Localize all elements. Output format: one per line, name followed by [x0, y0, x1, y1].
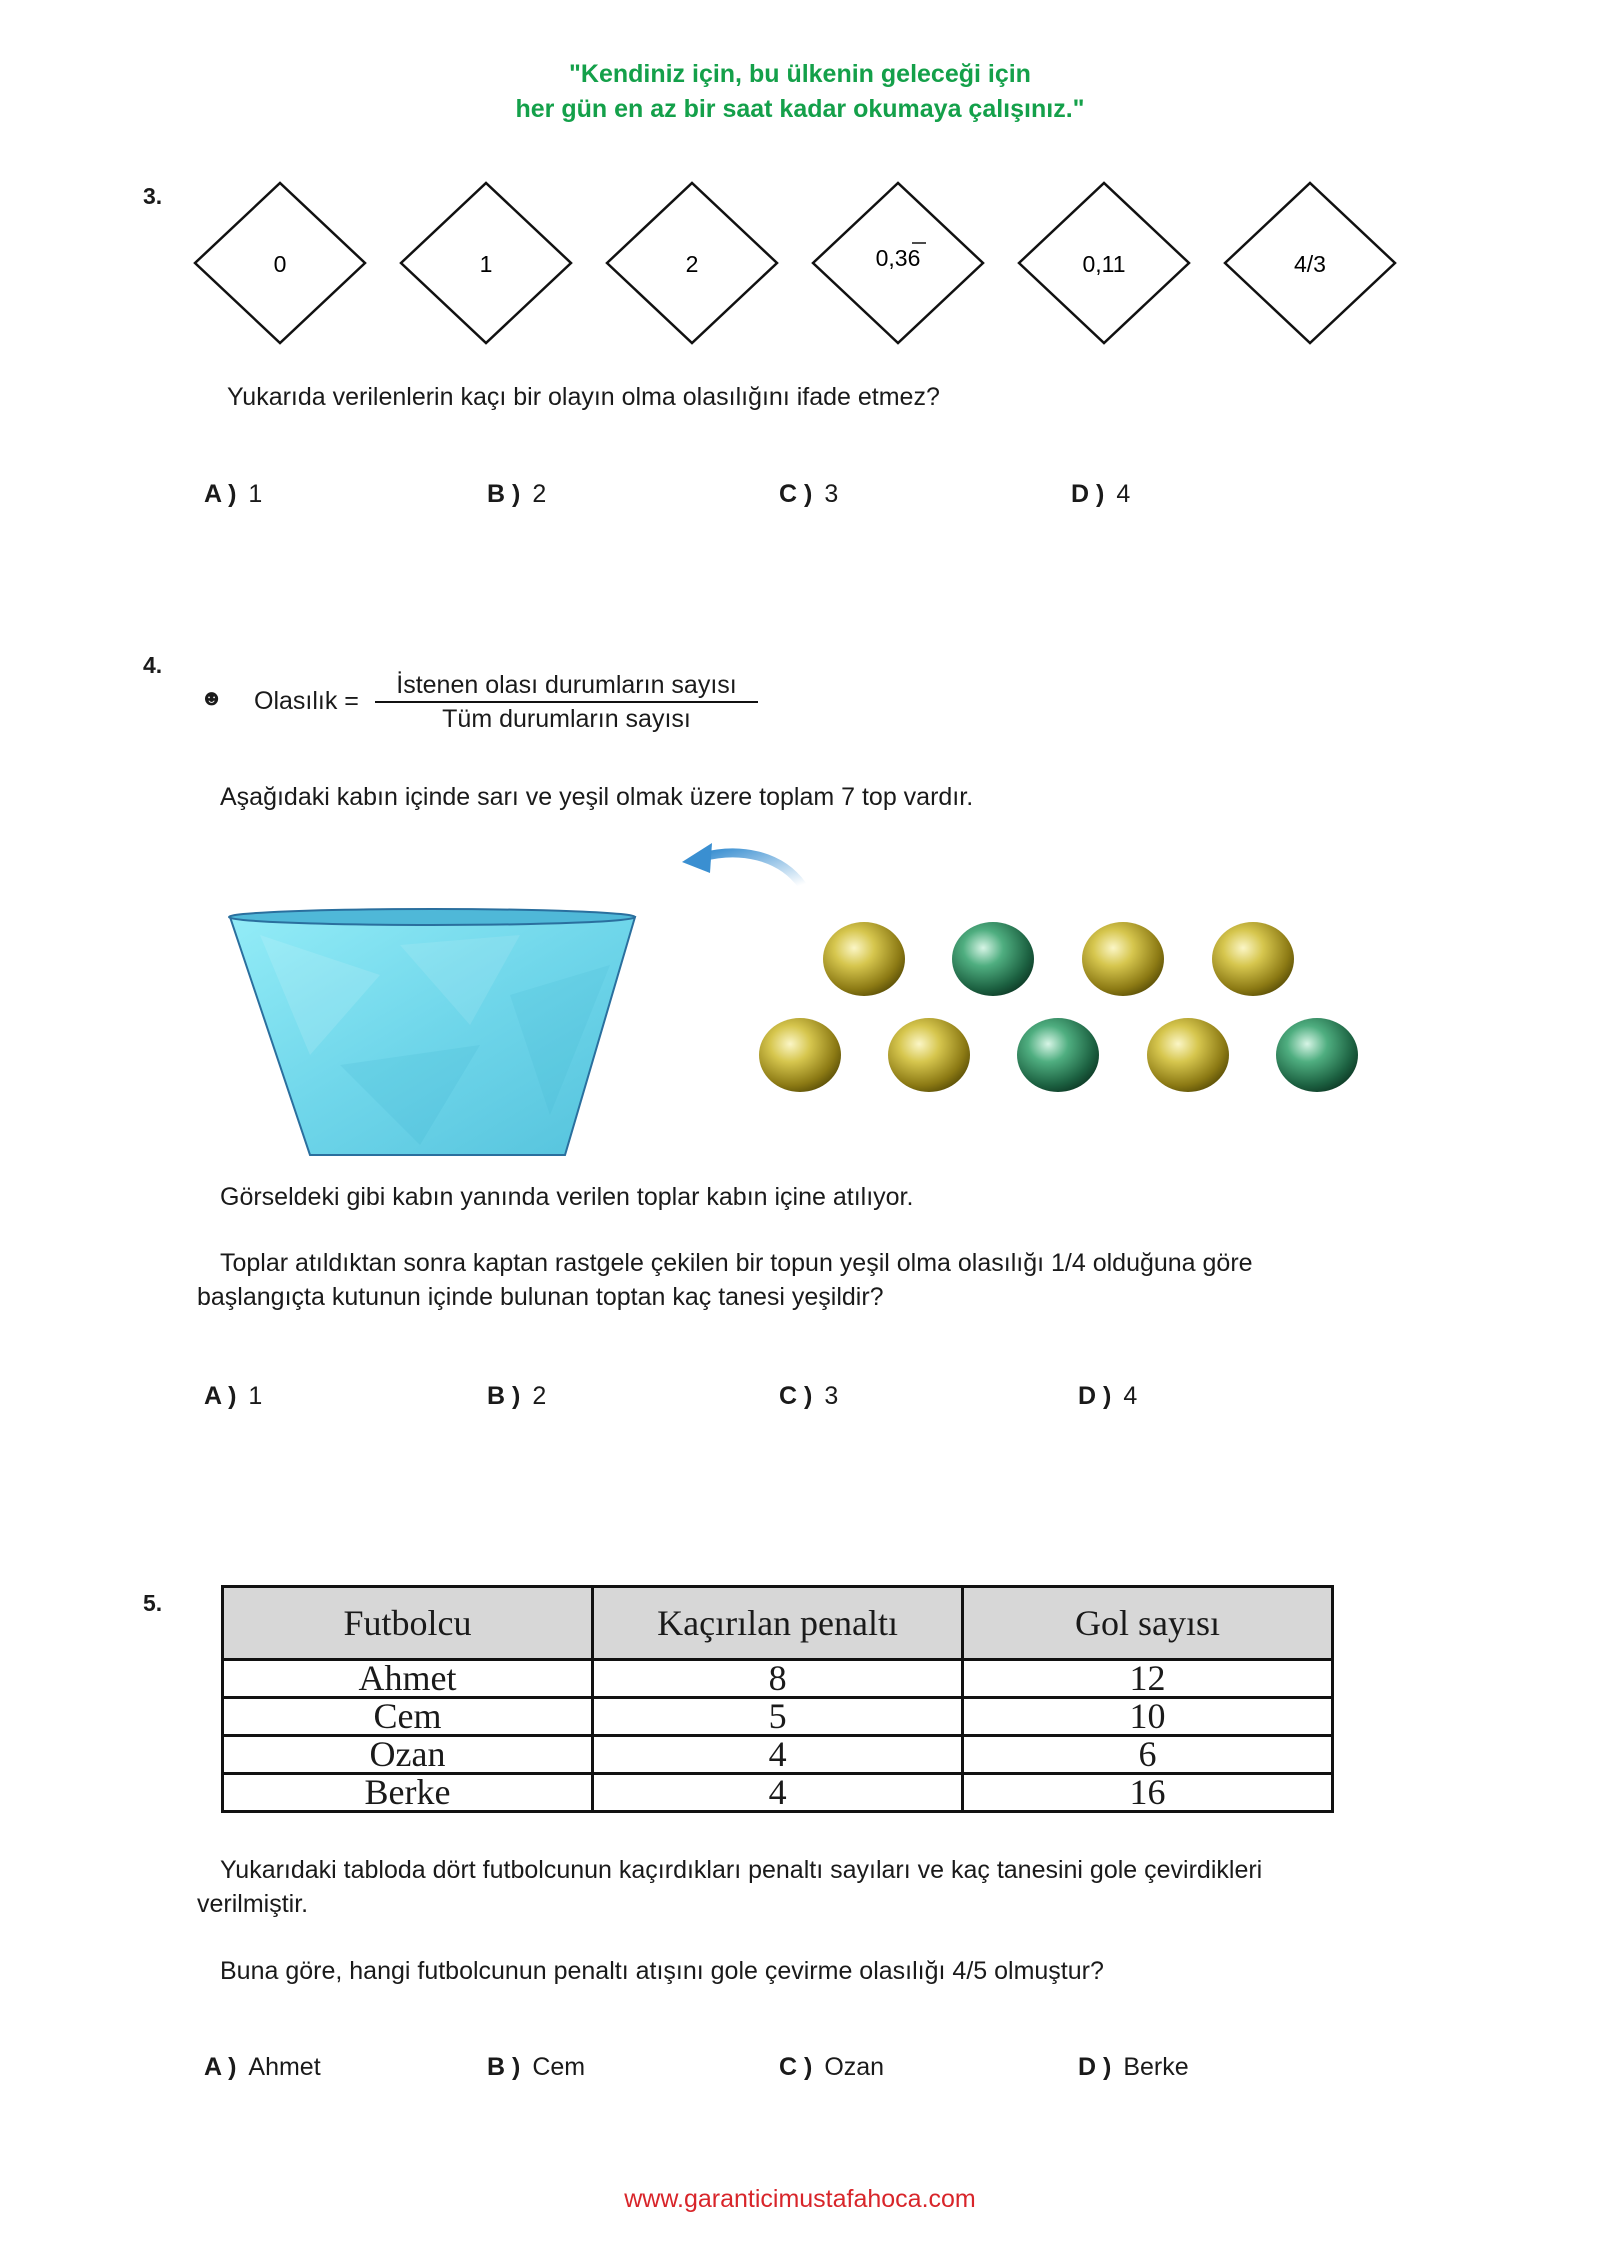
- q3-question: Yukarıda verilenlerin kaçı bir olayın olma olasılığını ifade etmez?: [227, 383, 940, 411]
- green-ball: [952, 922, 1034, 996]
- q3-option-b[interactable]: [487, 480, 546, 509]
- option-letter: A ): [204, 1382, 237, 1410]
- diamond-1: [401, 183, 571, 343]
- option-text: 3: [824, 1382, 839, 1410]
- option-letter: D ): [1078, 2053, 1112, 2081]
- q4-text-1: Görseldeki gibi kabın yanında verilen toplar kabın içine atılıyor.: [220, 1183, 914, 1211]
- q4-option-a[interactable]: [204, 1382, 262, 1411]
- diamond-2-label: 2: [685, 251, 699, 277]
- q5-text-1a: Yukarıdaki tabloda dört futbolcunun kaçırdıkları penaltı sayıları ve kaç tanesini gole çevirdikleri: [220, 1856, 1263, 1884]
- diamond-0: [195, 183, 365, 343]
- option-letter: D ): [1078, 1382, 1112, 1410]
- question-4-number: 4.: [143, 652, 163, 678]
- option-text: Cem: [532, 2053, 586, 2081]
- balls-row-2: [759, 1018, 1358, 1092]
- yellow-ball: [1147, 1018, 1229, 1092]
- column-header-missed-penalty: Kaçırılan penaltı: [593, 1587, 963, 1660]
- q5-text-1b: verilmiştir.: [197, 1890, 309, 1918]
- column-header-goals: Gol sayısı: [963, 1587, 1333, 1660]
- diamond-1-label: 1: [479, 251, 493, 277]
- q5-option-b[interactable]: [487, 2053, 585, 2082]
- fraction-numerator: İstenen olası durumların sayısı: [396, 671, 737, 699]
- table-cell: Ozan: [223, 1736, 593, 1774]
- column-header-player: Futbolcu: [223, 1587, 593, 1660]
- motto-line-2: her gün en az bir saat kadar okumaya çalışınız.": [515, 95, 1085, 123]
- q5-question: Buna göre, hangi futbolcunun penaltı atışını gole çevirme olasılığı 4/5 olmuştur?: [220, 1957, 1104, 1985]
- option-letter: C ): [779, 480, 813, 508]
- diamond-4-label: 0,11: [1082, 251, 1126, 277]
- motto-line-1: "Kendiniz için, bu ülkenin geleceği için: [569, 60, 1031, 88]
- fraction-denominator: Tüm durumların sayısı: [442, 705, 691, 733]
- curved-arrow-icon: [682, 843, 802, 885]
- yellow-ball: [823, 922, 905, 996]
- q4-text-2a: Toplar atıldıktan sonra kaptan rastgele çekilen bir topun yeşil olma olasılığı 1/4 olduğuna göre: [220, 1249, 1253, 1277]
- option-letter: D ): [1071, 480, 1105, 508]
- balls-row-1: [823, 922, 1294, 996]
- table-header-row: [223, 1587, 1333, 1660]
- q5-option-c[interactable]: [779, 2053, 884, 2082]
- table-cell: 10: [963, 1698, 1333, 1736]
- diamond-3-label: 0,36: [875, 245, 921, 271]
- smiley-bullet-icon: ☻: [200, 685, 224, 710]
- table-row: [223, 1660, 1333, 1698]
- q4-text-2b: başlangıçta kutunun içinde bulunan toptan kaç tanesi yeşildir?: [197, 1283, 884, 1311]
- diamond-5-label: 4/3: [1294, 251, 1326, 277]
- option-letter: C ): [779, 1382, 813, 1410]
- yellow-ball: [888, 1018, 970, 1092]
- option-letter: B ): [487, 1382, 521, 1410]
- table-row: [223, 1774, 1333, 1812]
- green-ball: [1017, 1018, 1099, 1092]
- q3-option-d[interactable]: [1071, 480, 1130, 509]
- bowl: [229, 909, 635, 1155]
- formula-label: Olasılık =: [254, 687, 359, 715]
- green-ball: [1276, 1018, 1358, 1092]
- option-letter: B ): [487, 2053, 521, 2081]
- option-text: 2: [532, 480, 547, 508]
- q5-option-a[interactable]: [204, 2053, 321, 2082]
- table-cell: 12: [963, 1660, 1333, 1698]
- bowl-and-balls-illustration: [220, 825, 1390, 1165]
- q3-diamonds: [190, 175, 1420, 350]
- option-letter: A ): [204, 2053, 237, 2081]
- question-5-number: 5.: [143, 1590, 163, 1616]
- table-cell: Ahmet: [223, 1660, 593, 1698]
- option-text: 2: [532, 1382, 547, 1410]
- yellow-ball: [759, 1018, 841, 1092]
- q5-option-d[interactable]: [1078, 2053, 1189, 2082]
- option-text: Ahmet: [248, 2053, 321, 2081]
- diamond-0-label: 0: [273, 251, 287, 277]
- option-text: 1: [248, 480, 263, 508]
- yellow-ball: [1212, 922, 1294, 996]
- q4-option-d[interactable]: [1078, 1382, 1137, 1411]
- q4-option-c[interactable]: [779, 1382, 838, 1411]
- q3-option-c[interactable]: [779, 480, 838, 509]
- diamond-2: [607, 183, 777, 343]
- option-text: 4: [1123, 1382, 1138, 1410]
- option-text: Ozan: [824, 2053, 885, 2081]
- option-letter: A ): [204, 480, 237, 508]
- option-text: 3: [824, 480, 839, 508]
- q4-intro: Aşağıdaki kabın içinde sarı ve yeşil olmak üzere toplam 7 top vardır.: [220, 783, 974, 811]
- table-row: [223, 1698, 1333, 1736]
- table-cell: 6: [963, 1736, 1333, 1774]
- question-3-number: 3.: [143, 183, 163, 209]
- option-text: Berke: [1123, 2053, 1189, 2081]
- table-cell: 4: [593, 1774, 963, 1812]
- table-cell: 16: [963, 1774, 1333, 1812]
- diamond-3: [813, 183, 983, 343]
- probability-fraction: [375, 669, 758, 735]
- table-cell: 8: [593, 1660, 963, 1698]
- table-cell: Berke: [223, 1774, 593, 1812]
- option-letter: C ): [779, 2053, 813, 2081]
- option-text: 1: [248, 1382, 263, 1410]
- diamond-4: [1019, 183, 1189, 343]
- q3-option-a[interactable]: [204, 480, 262, 509]
- diamond-5: [1225, 183, 1395, 343]
- yellow-ball: [1082, 922, 1164, 996]
- table-row: [223, 1736, 1333, 1774]
- table-cell: 4: [593, 1736, 963, 1774]
- table-cell: Cem: [223, 1698, 593, 1736]
- option-letter: B ): [487, 480, 521, 508]
- penalty-table: [221, 1585, 1334, 1813]
- option-text: 4: [1116, 480, 1131, 508]
- q4-option-b[interactable]: [487, 1382, 546, 1411]
- footer-website-link[interactable]: www.garanticimustafahoca.com: [624, 2185, 976, 2213]
- table-cell: 5: [593, 1698, 963, 1736]
